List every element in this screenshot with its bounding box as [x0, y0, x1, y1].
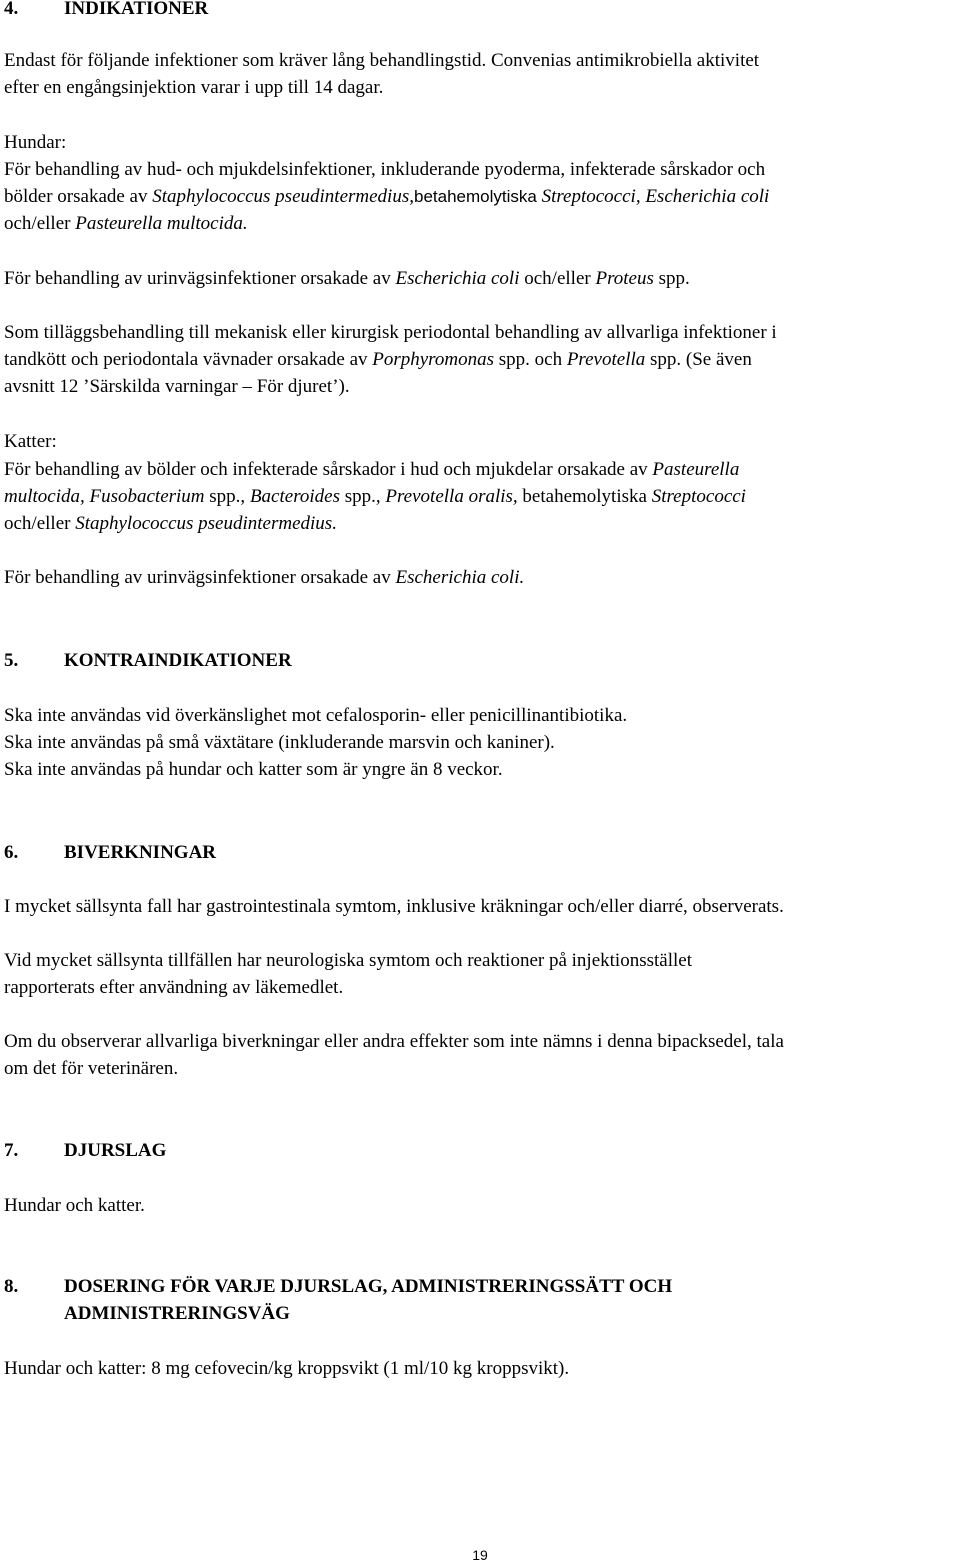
cats-p2 — [4, 567, 524, 589]
organism-name: Staphylococcus pseudintermedius. — [75, 513, 337, 534]
cats-p1-line-3 — [4, 513, 337, 535]
page-number: 19 — [472, 1547, 488, 1563]
section-title: DJURSLAG — [64, 1140, 167, 1161]
dogs-label: Hundar: — [4, 132, 67, 153]
dogs-p1-line-2 — [4, 186, 769, 208]
section-title-line-1: DOSERING FÖR VARJE DJURSLAG, ADMINISTRERINGSSÄTT OCH — [64, 1276, 673, 1297]
text-span: spp. — [653, 268, 690, 289]
section-8-heading — [4, 1276, 672, 1298]
text-span: och/eller — [519, 268, 596, 289]
section-number: 5. — [4, 650, 19, 671]
section-4-heading — [4, 0, 208, 20]
side-effects-p2-line-2: rapporterats efter användning av läkemedlet. — [4, 977, 344, 998]
organism-name: Pasteurella — [652, 459, 740, 480]
section-title-line-2: ADMINISTRERINGSVÄG — [64, 1303, 290, 1324]
text-span: spp., — [204, 486, 250, 507]
organism-name: Escherichia coli — [395, 268, 520, 289]
text-span: För behandling av urinvägsinfektioner orsakade av — [4, 268, 396, 289]
cats-label: Katter: — [4, 431, 57, 452]
dogs-p2 — [4, 268, 690, 290]
cats-p1-line-2 — [4, 486, 746, 508]
organism-name: multocida, Fusobacterium — [4, 486, 205, 507]
text-span: och/eller — [4, 213, 76, 234]
species-line: Hundar och katter. — [4, 1195, 145, 1216]
section-number: 8. — [4, 1276, 19, 1297]
text-span: betahemolytiska — [413, 187, 542, 206]
dogs-p3-line-2 — [4, 349, 752, 371]
text-span: För behandling av urinvägsinfektioner orsakade av — [4, 567, 396, 588]
section-5-heading — [4, 650, 292, 672]
dosage-line: Hundar och katter: 8 mg cefovecin/kg kroppsvikt (1 ml/10 kg kroppsvikt). — [4, 1358, 570, 1379]
organism-name: Streptococci — [651, 486, 746, 507]
dogs-p3-line-3: avsnitt 12 ’Särskilda varningar – För djuret’). — [4, 376, 350, 397]
text-span: bölder orsakade av — [4, 186, 153, 207]
section-number: 6. — [4, 842, 19, 863]
section-number: 4. — [4, 0, 19, 19]
dogs-p3-line-1: Som tilläggsbehandling till mekanisk eller kirurgisk periodontal behandling av allvarliga infektioner i — [4, 322, 777, 343]
text-span: spp. och — [494, 349, 567, 370]
section-title: BIVERKNINGAR — [64, 842, 217, 863]
intro-line-2: efter en engångsinjektion varar i upp till 14 dagar. — [4, 77, 384, 98]
text-span: spp. (Se även — [645, 349, 752, 370]
organism-name: Proteus — [595, 268, 654, 289]
side-effects-p1: I mycket sällsynta fall har gastrointestinala symtom, inklusive kräkningar och/eller diarré, observerats. — [4, 896, 784, 917]
section-number: 7. — [4, 1140, 19, 1161]
text-span: tandkött och periodontala vävnader orsakade av — [4, 349, 373, 370]
text-span: För behandling av bölder och infekterade sårskador i hud och mjukdelar orsakade av — [4, 459, 653, 480]
organism-name: Staphylococcus pseudintermedius, — [152, 186, 414, 207]
side-effects-p2-line-1: Vid mycket sällsynta tillfällen har neurologiska symtom och reaktioner på injektionsstället — [4, 950, 692, 971]
contra-line-2: Ska inte användas på små växtätare (inkluderande marsvin och kaniner). — [4, 732, 555, 753]
organism-name: Porphyromonas — [372, 349, 494, 370]
dogs-p1-line-1: För behandling av hud- och mjukdelsinfektioner, inkluderande pyoderma, infekterade sårskador och — [4, 159, 766, 180]
organism-name: Streptococci, Escherichia coli — [541, 186, 770, 207]
section-8-heading-cont — [4, 1303, 290, 1325]
side-effects-p3-line-2: om det för veterinären. — [4, 1058, 179, 1079]
section-6-heading — [4, 842, 216, 864]
organism-name: Bacteroides — [249, 486, 340, 507]
side-effects-p3-line-1: Om du observerar allvarliga biverkningar eller andra effekter som inte nämns i denna bipacksedel, tala — [4, 1031, 784, 1052]
text-span: betahemolytiska — [517, 486, 652, 507]
organism-name: Prevotella oralis, — [385, 486, 518, 507]
contra-line-1: Ska inte användas vid överkänslighet mot cefalosporin- eller penicillinantibiotika. — [4, 705, 628, 726]
section-7-heading — [4, 1140, 166, 1162]
text-span: och/eller — [4, 513, 76, 534]
cats-p1-line-1 — [4, 459, 739, 481]
section-title: INDIKATIONER — [64, 0, 209, 19]
dogs-p1-line-3 — [4, 213, 248, 235]
contra-line-3: Ska inte användas på hundar och katter som är yngre än 8 veckor. — [4, 759, 503, 780]
organism-name: Escherichia coli. — [395, 567, 525, 588]
organism-name: Pasteurella multocida. — [75, 213, 248, 234]
organism-name: Prevotella — [566, 349, 646, 370]
text-span: spp., — [339, 486, 386, 507]
intro-line-1: Endast för följande infektioner som kräver lång behandlingstid. Convenias antimikrobiella aktivitet — [4, 50, 760, 71]
section-title: KONTRAINDIKATIONER — [64, 650, 292, 671]
